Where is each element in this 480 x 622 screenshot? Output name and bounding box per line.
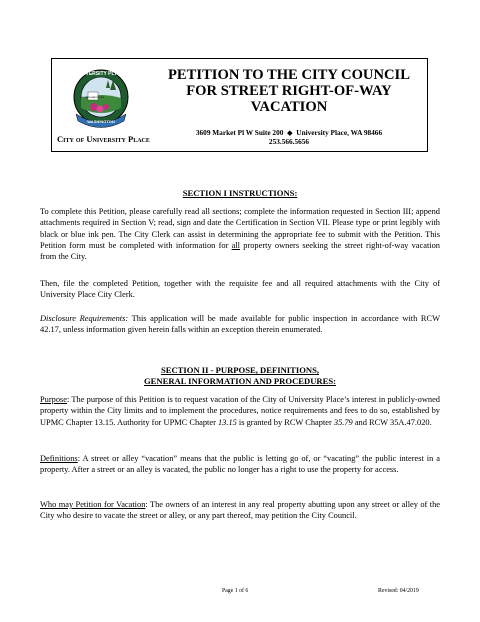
title-line-2: FOR STREET RIGHT-OF-WAY xyxy=(186,83,392,99)
disclosure-paragraph: Disclosure Requirements: This application will be made available for public inspection in accordance with RCW 42.17, unless information given herein falls within an exception therein enumerated. xyxy=(40,314,440,335)
header-box xyxy=(51,58,428,152)
definitions-paragraph: Definitions: A street or alley “vacation” means that the public is letting go of, or “vacating” the public interest in a property. After a street or an alley is vacated, the public no longer has a right to use the property for access. xyxy=(40,454,440,475)
who-may-petition-paragraph: Who may Petition for Vacation: The owners of an interest in any real property abutting upon any street or alley of the City who desire to vacate the street or alley, or any part thereof, may petition the City Council. xyxy=(40,500,440,521)
section-1-heading: SECTION I INSTRUCTIONS: xyxy=(182,188,298,198)
address-city: University Place, WA 98466 xyxy=(296,128,383,137)
seal-bottom-text: WASHINGTON xyxy=(87,119,115,124)
seal-inner-text: INCORPORATED 1995 xyxy=(81,97,104,99)
filing-paragraph: Then, file the completed Petition, together with the requisite fee and all required attachments with the City of University Place City Clerk. xyxy=(40,279,440,300)
purpose-paragraph: Purpose: The purpose of this Petition is to request vacation of the City of University Place’s interest in publicly-owned property within the City limits and to implement the procedures, notice requirements and fees to do so, established by UPMC Chapter 13.15. Authority for UPMC Chapter 13.15 is granted by RCW Chapter 35.79 and RCW 35A.47.020. xyxy=(40,395,440,427)
city-seal-logo xyxy=(72,66,130,128)
revised-date: Revised: 04/2019 xyxy=(378,588,419,594)
page-title xyxy=(158,67,420,115)
phone-number: 253.566.5656 xyxy=(268,137,310,146)
title-line-1: PETITION TO THE CITY COUNCIL xyxy=(168,67,410,83)
city-name: City of University Place xyxy=(57,134,150,144)
city-address xyxy=(158,128,420,146)
address-street: 3609 Market Pl W Suite 200 xyxy=(195,128,284,137)
instructions-paragraph: To complete this Petition, please carefully read all sections; complete the information requested in Section III; append attachments required in Section V; read, sign and date the Certification in Section VII. Please type or print legibly with black or blue ink pen. The City Clerk can assist in determining the appropriate fee to submit with the Petition. This Petition form must be completed with information for all property owners seeking the street right-of-way vacation from the City. xyxy=(40,207,440,262)
diamond-icon: ◆ xyxy=(285,128,295,137)
section-2-heading: SECTION II - PURPOSE, DEFINITIONS, GENERAL INFORMATION AND PROCEDURES: xyxy=(143,365,337,386)
seal-top-text: UNIVERSITY PLACE xyxy=(76,71,126,77)
title-line-3: VACATION xyxy=(250,99,328,115)
page-number: Page 1 of 6 xyxy=(222,588,249,594)
